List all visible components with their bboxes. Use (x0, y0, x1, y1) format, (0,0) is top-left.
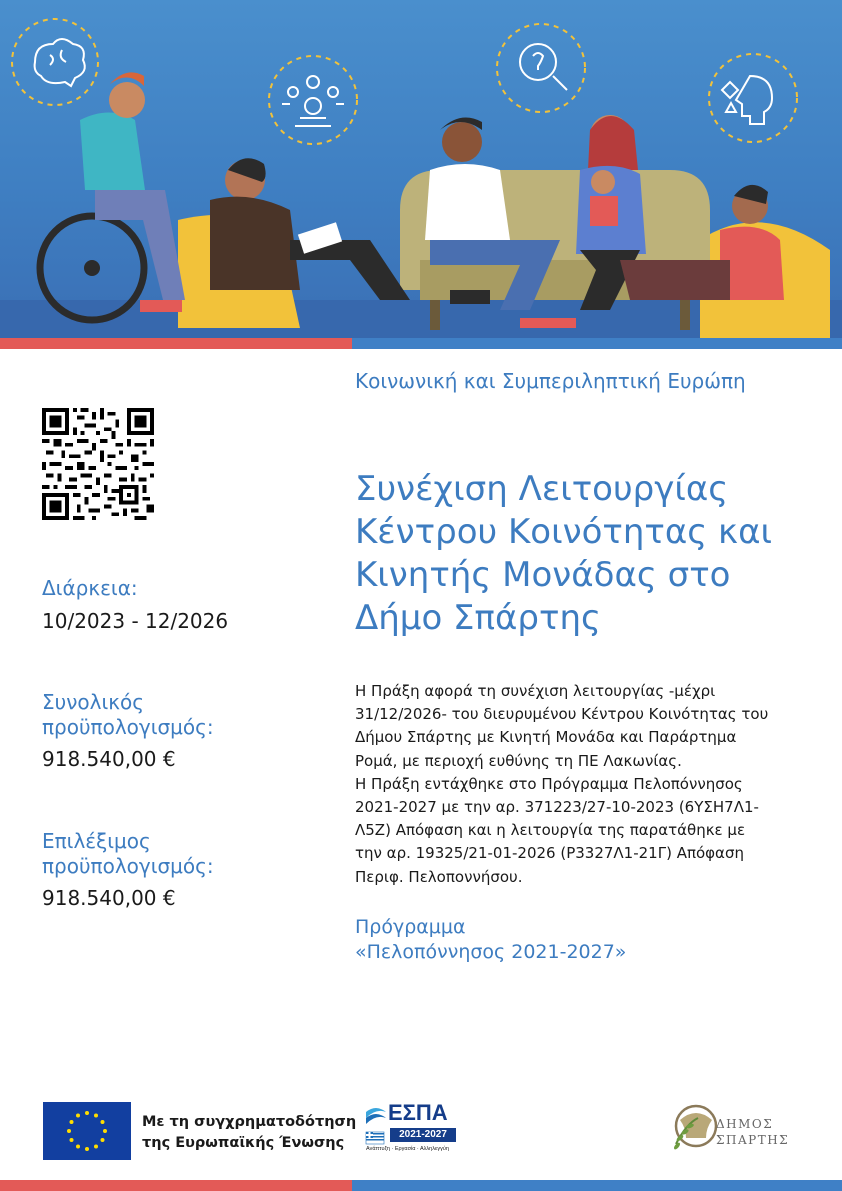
team-icon (269, 56, 357, 144)
idea-head-icon (709, 54, 797, 142)
lightbulb-search-icon (497, 24, 585, 112)
duration-label: Διάρκεια: (42, 576, 138, 600)
espa-period: 2021-2027 (390, 1128, 456, 1142)
bar-blue-segment (352, 338, 842, 349)
dimos-spartis-emblem-icon (668, 1100, 718, 1158)
bar-red-segment (0, 1180, 352, 1191)
dimos-spartis-name: ΔΗΜΟΣ ΣΠΑΡΤΗΣ (716, 1117, 790, 1147)
hero-illustration (0, 0, 842, 338)
category-heading: Κοινωνική και Συμπεριληπτική Ευρώπη (355, 369, 746, 393)
community-meeting-illustration (0, 0, 842, 338)
eu-flag-icon (43, 1102, 131, 1160)
project-description: Η Πράξη αφορά τη συνέχιση λειτουργίας -μέχρι 31/12/2026- του διευρυμένου Κέντρου Κοινότητας του Δήμου Σπάρτης με Κινητή Μονάδα και Παράρτημα Ρομά, με περιοχή ευθύνης τη ΠΕ Λακωνίας. Η Πράξη εντάχθηκε στο Πρόγραμμα Πελοπόννησος 2021-2027 με την αρ. 371223/27-10-2023 (6ΥΣΗ7Λ1- Λ5Ζ) Απόφαση και η λειτουργία της παρατάθηκε με την αρ. 19325/21-01-2026 (Ρ3327Λ1-21Γ) Απόφαση Περιφ. Πελοποννήσου. (355, 682, 769, 886)
eligible-budget-value: 918.540,00 € (42, 886, 176, 910)
project-title: Συνέχιση Λειτουργίας Κέντρου Κοινότητας και Κινητής Μονάδας στο Δήμο Σπάρτης (355, 469, 773, 638)
bar-blue-segment (352, 1180, 842, 1191)
total-budget-value: 918.540,00 € (42, 747, 176, 771)
brain-icon (12, 19, 98, 105)
top-color-bar (0, 338, 842, 349)
qr-code[interactable] (42, 408, 154, 520)
bar-red-segment (0, 338, 352, 349)
eligible-budget-label: Επιλέξιμος προϋπολογισμός: (42, 829, 214, 878)
bottom-color-bar (0, 1180, 842, 1191)
espa-slogan: Ανάπτυξη · Εργασία · Αλληλεγγύη (366, 1146, 449, 1152)
espa-wordmark: ΕΣΠΑ (388, 1100, 448, 1125)
total-budget-label: Συνολικός προϋπολογισμός: (42, 690, 214, 739)
duration-value: 10/2023 - 12/2026 (42, 609, 229, 633)
eu-cofunding-text: Με τη συγχρηματοδότηση της Ευρωπαϊκής Ένωσης (142, 1114, 357, 1151)
program-name: Πρόγραμμα «Πελοπόννησος 2021-2027» (355, 916, 627, 963)
